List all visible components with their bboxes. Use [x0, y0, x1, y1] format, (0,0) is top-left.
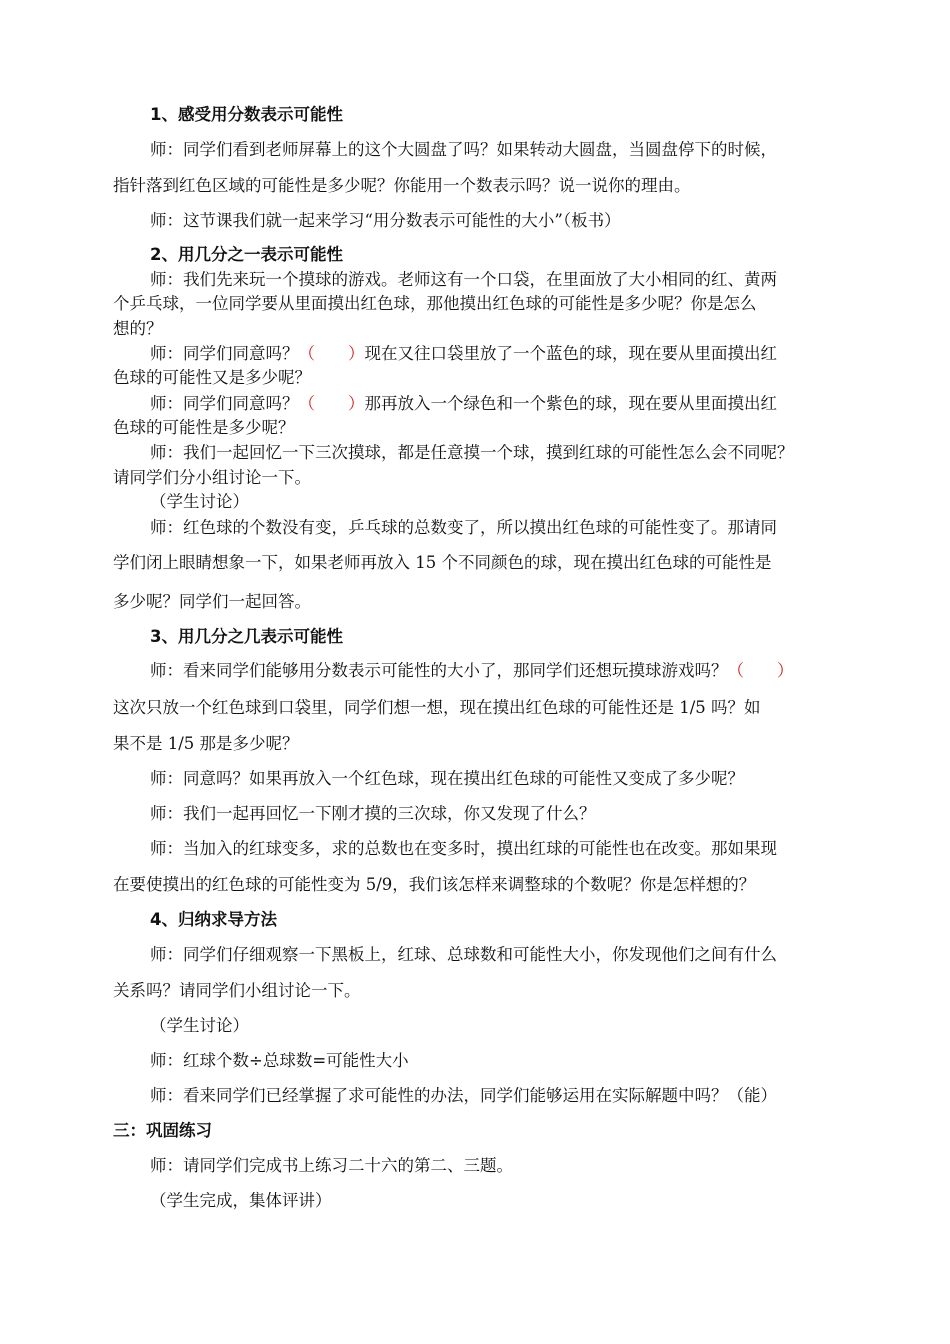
answer-blank: （ ） [298, 394, 365, 413]
section1-p2: 师：这节课我们就一起来学习“用分数表示可能性的大小”（板书） [150, 211, 621, 230]
section2-p3-text-a: 师：同学们同意吗？ [150, 394, 299, 413]
section2-p2-text-b: 现在又往口袋里放了一个蓝色的球，现在要从里面摸出红 [364, 344, 777, 363]
section4-heading: 4、归纳求导方法 [150, 910, 277, 929]
section2-p2-line2: 色球的可能性又是多少呢？ [113, 368, 311, 387]
section2-p5: （学生讨论） [150, 492, 249, 511]
section3-p4-line2: 在要使摸出的红色球的可能性变为 5/9，我们该怎样来调整球的个数呢？你是怎样想的？ [113, 875, 756, 894]
section2-p2-text-a: 师：同学们同意吗？ [150, 344, 299, 363]
section5-p2: （学生完成，集体评讲） [150, 1191, 332, 1210]
section2-heading: 2、用几分之一表示可能性 [150, 245, 343, 264]
section2-p6-line2: 学们闭上眼睛想象一下，如果老师再放入 15 个不同颜色的球，现在摸出红色球的可能性是 [113, 553, 772, 572]
section4-p2: （学生讨论） [150, 1016, 249, 1035]
section1-p1-line1: 师：同学们看到老师屏幕上的这个大圆盘了吗？如果转动大圆盘，当圆盘停下的时候， [150, 140, 777, 159]
section1-p1-line2: 指针落到红色区域的可能性是多少呢？你能用一个数表示吗？说一说你的理由。 [113, 176, 691, 195]
section4-p1-line2: 关系吗？请同学们小组讨论一下。 [113, 981, 361, 1000]
section2-p4-line2: 请同学们分小组讨论一下。 [113, 468, 311, 487]
answer-blank: （ ） [727, 661, 794, 680]
section4-p1-line1: 师：同学们仔细观察一下黑板上，红球、总球数和可能性大小，你发现他们之间有什么 [150, 945, 777, 964]
section3-p4-line1: 师：当加入的红球变多，求的总数也在变多时，摸出红球的可能性也在改变。那如果现 [150, 839, 777, 858]
section3-p1-line3: 果不是 1/5 那是多少呢？ [113, 734, 299, 753]
section3-heading: 3、用几分之几表示可能性 [150, 627, 343, 646]
section1-heading: 1、感受用分数表示可能性 [150, 105, 343, 124]
section3-p2: 师：同意吗？如果再放入一个红色球，现在摸出红色球的可能性又变成了多少呢？ [150, 769, 744, 788]
section2-p6-line1: 师：红色球的个数没有变，乒乓球的总数变了，所以摸出红色球的可能性变了。那请同 [150, 518, 777, 537]
section2-p1-line3: 想的？ [113, 319, 163, 338]
section4-p4: 师：看来同学们已经掌握了求可能性的办法，同学们能够运用在实际解题中吗？（能） [150, 1086, 777, 1105]
section2-p4-line1: 师：我们一起回忆一下三次摸球，都是任意摸一个球，摸到红球的可能性怎么会不同呢？ [150, 443, 794, 462]
section3-p1-line1 [150, 657, 794, 681]
section3-p1-line2: 这次只放一个红色球到口袋里，同学们想一想，现在摸出红色球的可能性还是 1/5 吗？如 [113, 698, 761, 717]
section2-p3-line2: 色球的可能性是多少呢？ [113, 418, 295, 437]
section2-p1-line1: 师：我们先来玩一个摸球的游戏。老师这有一个口袋，在里面放了大小相同的红、黄两 [150, 270, 777, 289]
section3-p3: 师：我们一起再回忆一下刚才摸的三次球，你又发现了什么？ [150, 804, 596, 823]
section4-p3: 师：红球个数÷总球数=可能性大小 [150, 1051, 409, 1070]
section3-p1-text-a: 师：看来同学们能够用分数表示可能性的大小了，那同学们还想玩摸球游戏吗？ [150, 661, 728, 680]
section5-heading: 三：巩固练习 [113, 1121, 212, 1140]
section2-p2-line1 [150, 340, 777, 364]
answer-blank: （ ） [298, 344, 365, 363]
section2-p6-line3: 多少呢？同学们一起回答。 [113, 592, 311, 611]
section2-p1-line2: 个乒乓球，一位同学要从里面摸出红色球，那他摸出红色球的可能性是多少呢？你是怎么 [113, 294, 757, 313]
section2-p3-line1 [150, 390, 777, 414]
section5-p1: 师：请同学们完成书上练习二十六的第二、三题。 [150, 1156, 513, 1175]
section2-p3-text-b: 那再放入一个绿色和一个紫色的球，现在要从里面摸出红 [364, 394, 777, 413]
